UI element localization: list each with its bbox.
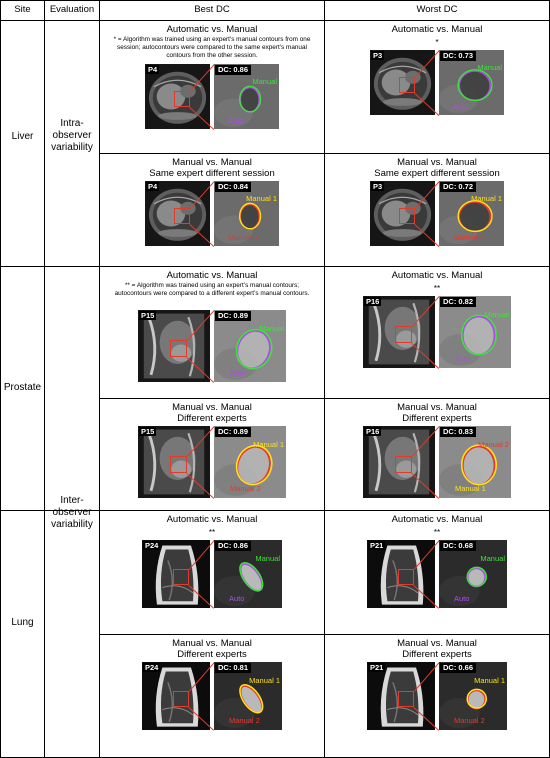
scan-overview-panel	[367, 540, 435, 608]
contour-label: Manual 2	[229, 716, 260, 725]
comparison-cell-lung-man-worst	[325, 635, 549, 757]
contour-label: Manual	[252, 77, 277, 86]
zoom-region-box	[398, 569, 414, 585]
zoom-region-box	[170, 456, 187, 473]
cell-title: Automatic vs. Manual	[166, 24, 258, 35]
dice-coefficient-label: DC: 0.73	[440, 51, 476, 61]
footnote-mark: **	[433, 528, 441, 537]
contour-label: Manual	[255, 554, 280, 563]
dice-coefficient-label: DC: 0.86	[215, 541, 251, 551]
zoom-region-box	[174, 208, 190, 224]
zoomed-contour-panel	[439, 426, 511, 498]
cell-title: Automatic vs. Manual	[391, 514, 483, 525]
footnote-text: ** = Algorithm was trained using an expert’s manual contours; autocontours were compared to a different expert’s manual contours.	[114, 282, 310, 297]
cell-title: Manual vs. Manual	[397, 402, 477, 413]
comparison-cell-liver-auto-best	[100, 21, 324, 153]
scan-overview-panel	[142, 540, 210, 608]
footnote-text: * = Algorithm was trained using an expert’s manual contours from one session; autocontours were compared to the same expert’s manual contours from the other session.	[113, 36, 311, 59]
cell-subtitle: Different experts	[402, 649, 472, 660]
comparison-cell-lung-auto-worst	[325, 511, 549, 634]
zoom-region-box	[174, 91, 190, 107]
header-evaluation: Evaluation	[49, 4, 95, 15]
header-worst-dc: Worst DC	[416, 4, 458, 15]
zoom-region-box	[399, 77, 415, 93]
cell-title: Automatic vs. Manual	[391, 24, 483, 35]
comparison-cell-prostate-man-worst	[325, 399, 549, 510]
scan-overview-panel	[363, 426, 435, 498]
contour-label: Manual 1	[471, 194, 502, 203]
patient-id: P3	[373, 51, 383, 60]
dice-coefficient-label: DC: 0.72	[440, 182, 476, 192]
zoomed-contour-panel	[439, 181, 504, 246]
comparison-cell-lung-auto-best	[100, 511, 324, 634]
zoom-region-box	[170, 340, 187, 357]
contour-label: Manual	[484, 310, 509, 319]
contour-label: Manual 2	[230, 484, 261, 493]
comparison-cell-liver-man-worst	[325, 154, 549, 266]
contour-label: Auto	[230, 368, 246, 377]
scan-overview-panel	[367, 662, 435, 730]
scan-overview-panel	[138, 426, 210, 498]
zoom-region-box	[173, 569, 189, 585]
contour-label: Auto	[455, 354, 471, 363]
cell-title: Manual vs. Manual	[172, 157, 252, 168]
site-prostate: Prostate	[3, 382, 42, 393]
cell-title: Automatic vs. Manual	[166, 270, 258, 281]
cell-subtitle: Same expert different session	[374, 168, 500, 179]
cell-title: Manual vs. Manual	[172, 638, 252, 649]
zoom-region-box	[173, 691, 189, 707]
dice-coefficient-label: DC: 0.84	[215, 182, 251, 192]
table-border-left	[0, 0, 1, 758]
zoomed-contour-panel	[439, 296, 511, 368]
scan-overview-panel	[145, 181, 210, 246]
zoomed-contour-panel	[214, 181, 279, 246]
patient-id: P15	[141, 427, 155, 436]
dice-coefficient-label: DC: 0.66	[440, 663, 476, 673]
footnote-mark: **	[433, 284, 441, 293]
cell-subtitle: Different experts	[402, 413, 472, 424]
contour-label: Manual	[477, 63, 502, 72]
cell-subtitle: Different experts	[177, 649, 247, 660]
scan-overview-panel	[363, 296, 435, 368]
contour-label: Manual 2	[454, 716, 485, 725]
contour-label: Manual 2	[228, 233, 259, 242]
dice-coefficient-label: DC: 0.89	[215, 311, 251, 321]
cell-subtitle: Different experts	[177, 413, 247, 424]
zoomed-contour-panel	[214, 540, 282, 608]
contour-label: Manual	[480, 554, 505, 563]
patient-id: P3	[373, 182, 383, 191]
zoomed-contour-panel	[214, 310, 286, 382]
contour-label: Auto	[229, 594, 245, 603]
zoomed-contour-panel	[439, 662, 507, 730]
zoomed-contour-panel	[439, 540, 507, 608]
patient-id: P16	[366, 297, 380, 306]
patient-id: P4	[148, 65, 158, 74]
zoomed-contour-panel	[214, 426, 286, 498]
zoom-region-box	[395, 326, 412, 343]
column-divider	[44, 0, 45, 758]
footnote-mark: *	[435, 38, 439, 47]
dice-coefficient-label: DC: 0.82	[440, 297, 476, 307]
contour-label: Manual 1	[474, 676, 505, 685]
scan-overview-panel	[145, 64, 210, 129]
patient-id: P16	[366, 427, 380, 436]
scan-overview-panel	[138, 310, 210, 382]
site-lung: Lung	[11, 617, 34, 628]
contour-label: Manual 1	[253, 440, 284, 449]
evaluation-inter-observer: Inter- observer variability	[51, 495, 93, 530]
dice-coefficient-label: DC: 0.86	[215, 65, 251, 75]
zoom-region-box	[395, 456, 412, 473]
contour-label: Manual	[259, 324, 284, 333]
comparison-cell-lung-man-best	[100, 635, 324, 757]
cell-title: Manual vs. Manual	[397, 638, 477, 649]
dice-coefficient-label: DC: 0.68	[440, 541, 476, 551]
contour-label: Auto	[228, 116, 244, 125]
contour-label: Auto	[453, 102, 469, 111]
header-best-dc: Best DC	[194, 4, 230, 15]
footnote-mark: **	[208, 528, 216, 537]
scan-overview-panel	[370, 50, 435, 115]
cell-title: Manual vs. Manual	[172, 402, 252, 413]
comparison-cell-prostate-auto-worst	[325, 267, 549, 398]
zoom-region-box	[399, 208, 415, 224]
cell-title: Automatic vs. Manual	[166, 514, 258, 525]
patient-id: P4	[148, 182, 158, 191]
contour-label: Manual 1	[249, 676, 280, 685]
contour-label: Manual 1	[246, 194, 277, 203]
patient-id: P24	[145, 663, 159, 672]
comparison-cell-prostate-auto-best	[100, 267, 324, 398]
dice-coefficient-label: DC: 0.83	[440, 427, 476, 437]
dice-coefficient-label: DC: 0.81	[215, 663, 251, 673]
site-liver: Liver	[11, 131, 34, 142]
contour-label: Auto	[454, 594, 470, 603]
contour-label: Manual 2	[453, 233, 484, 242]
header-site: Site	[14, 4, 31, 15]
cell-subtitle: Same expert different session	[149, 168, 275, 179]
comparison-cell-liver-auto-worst	[325, 21, 549, 153]
zoom-region-box	[398, 691, 414, 707]
patient-id: P21	[370, 663, 384, 672]
comparison-cell-prostate-man-best	[100, 399, 324, 510]
scan-overview-panel	[370, 181, 435, 246]
scan-overview-panel	[142, 662, 210, 730]
patient-id: P24	[145, 541, 159, 550]
contour-label: Manual 2	[478, 440, 509, 449]
zoomed-contour-panel	[214, 64, 279, 129]
evaluation-intra-observer: Intra- observer variability	[51, 118, 93, 153]
dice-coefficient-label: DC: 0.89	[215, 427, 251, 437]
cell-title: Manual vs. Manual	[397, 157, 477, 168]
contour-label: Manual 1	[455, 484, 486, 493]
zoomed-contour-panel	[439, 50, 504, 115]
cell-title: Automatic vs. Manual	[391, 270, 483, 281]
patient-id: P15	[141, 311, 155, 320]
comparison-cell-liver-man-best	[100, 154, 324, 266]
zoomed-contour-panel	[214, 662, 282, 730]
patient-id: P21	[370, 541, 384, 550]
